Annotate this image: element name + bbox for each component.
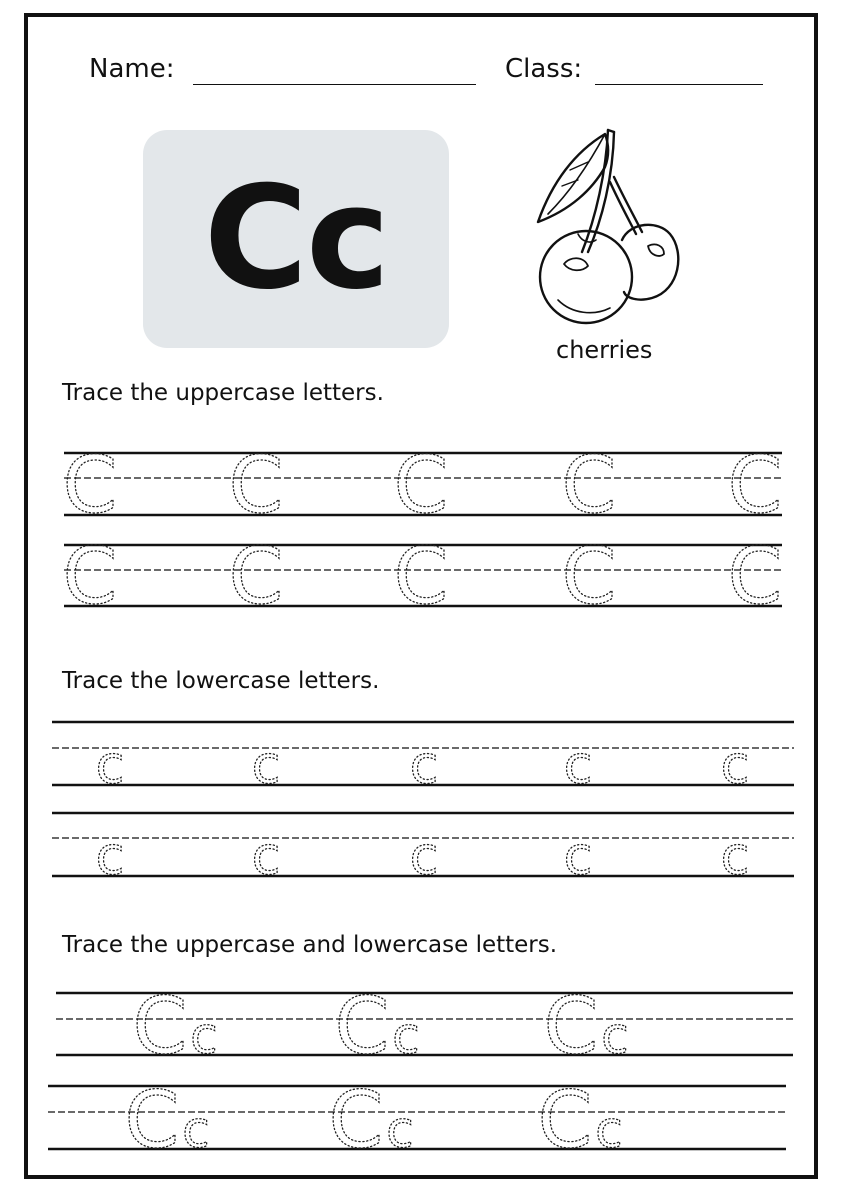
uppercase-trace-letter: C (561, 441, 617, 531)
class-label: Class: (505, 54, 583, 84)
mixed-trace-lower: c (601, 1007, 629, 1065)
lowercase-trace-letter: c (95, 736, 125, 796)
mixed-trace-lower: c (190, 1007, 218, 1065)
mixed-trace-upper: C (124, 1076, 180, 1166)
lowercase-trace-letter: c (563, 827, 593, 887)
mixed-trace-upper: C (543, 982, 599, 1072)
lowercase-instruction: Trace the lowercase letters. (62, 668, 380, 694)
featured-letter: Cc (203, 156, 389, 321)
uppercase-trace-letter: C (561, 532, 617, 622)
mixed-trace-upper: C (334, 982, 390, 1072)
uppercase-trace-letter: C (393, 441, 449, 531)
mixed-instruction: Trace the uppercase and lowercase letters. (62, 932, 558, 958)
lowercase-trace-letter: c (251, 736, 281, 796)
uppercase-instruction: Trace the uppercase letters. (62, 380, 384, 406)
lowercase-trace-letter: c (720, 736, 750, 796)
lowercase-trace-letter: c (409, 736, 439, 796)
lowercase-trace-letter: c (563, 736, 593, 796)
lowercase-trace-letter: c (95, 827, 125, 887)
mixed-trace-upper: C (537, 1076, 593, 1166)
uppercase-trace-letter: C (228, 532, 284, 622)
uppercase-trace-letter: C (62, 532, 118, 622)
uppercase-trace-letter: C (62, 441, 118, 531)
lowercase-trace-letter: c (251, 827, 281, 887)
uppercase-trace-letter: C (228, 441, 284, 531)
mixed-trace-lower: c (392, 1007, 420, 1065)
lowercase-trace-letter: c (409, 827, 439, 887)
lowercase-trace-letter: c (720, 827, 750, 887)
picture-caption: cherries (556, 336, 653, 364)
uppercase-trace-letter: C (727, 441, 783, 531)
mixed-trace-lower: c (182, 1101, 210, 1159)
mixed-trace-upper: C (132, 982, 188, 1072)
uppercase-trace-letter: C (727, 532, 783, 622)
uppercase-trace-letter: C (393, 532, 449, 622)
mixed-trace-lower: c (595, 1101, 623, 1159)
name-label: Name: (89, 54, 175, 84)
mixed-trace-upper: C (328, 1076, 384, 1166)
mixed-trace-lower: c (386, 1101, 414, 1159)
